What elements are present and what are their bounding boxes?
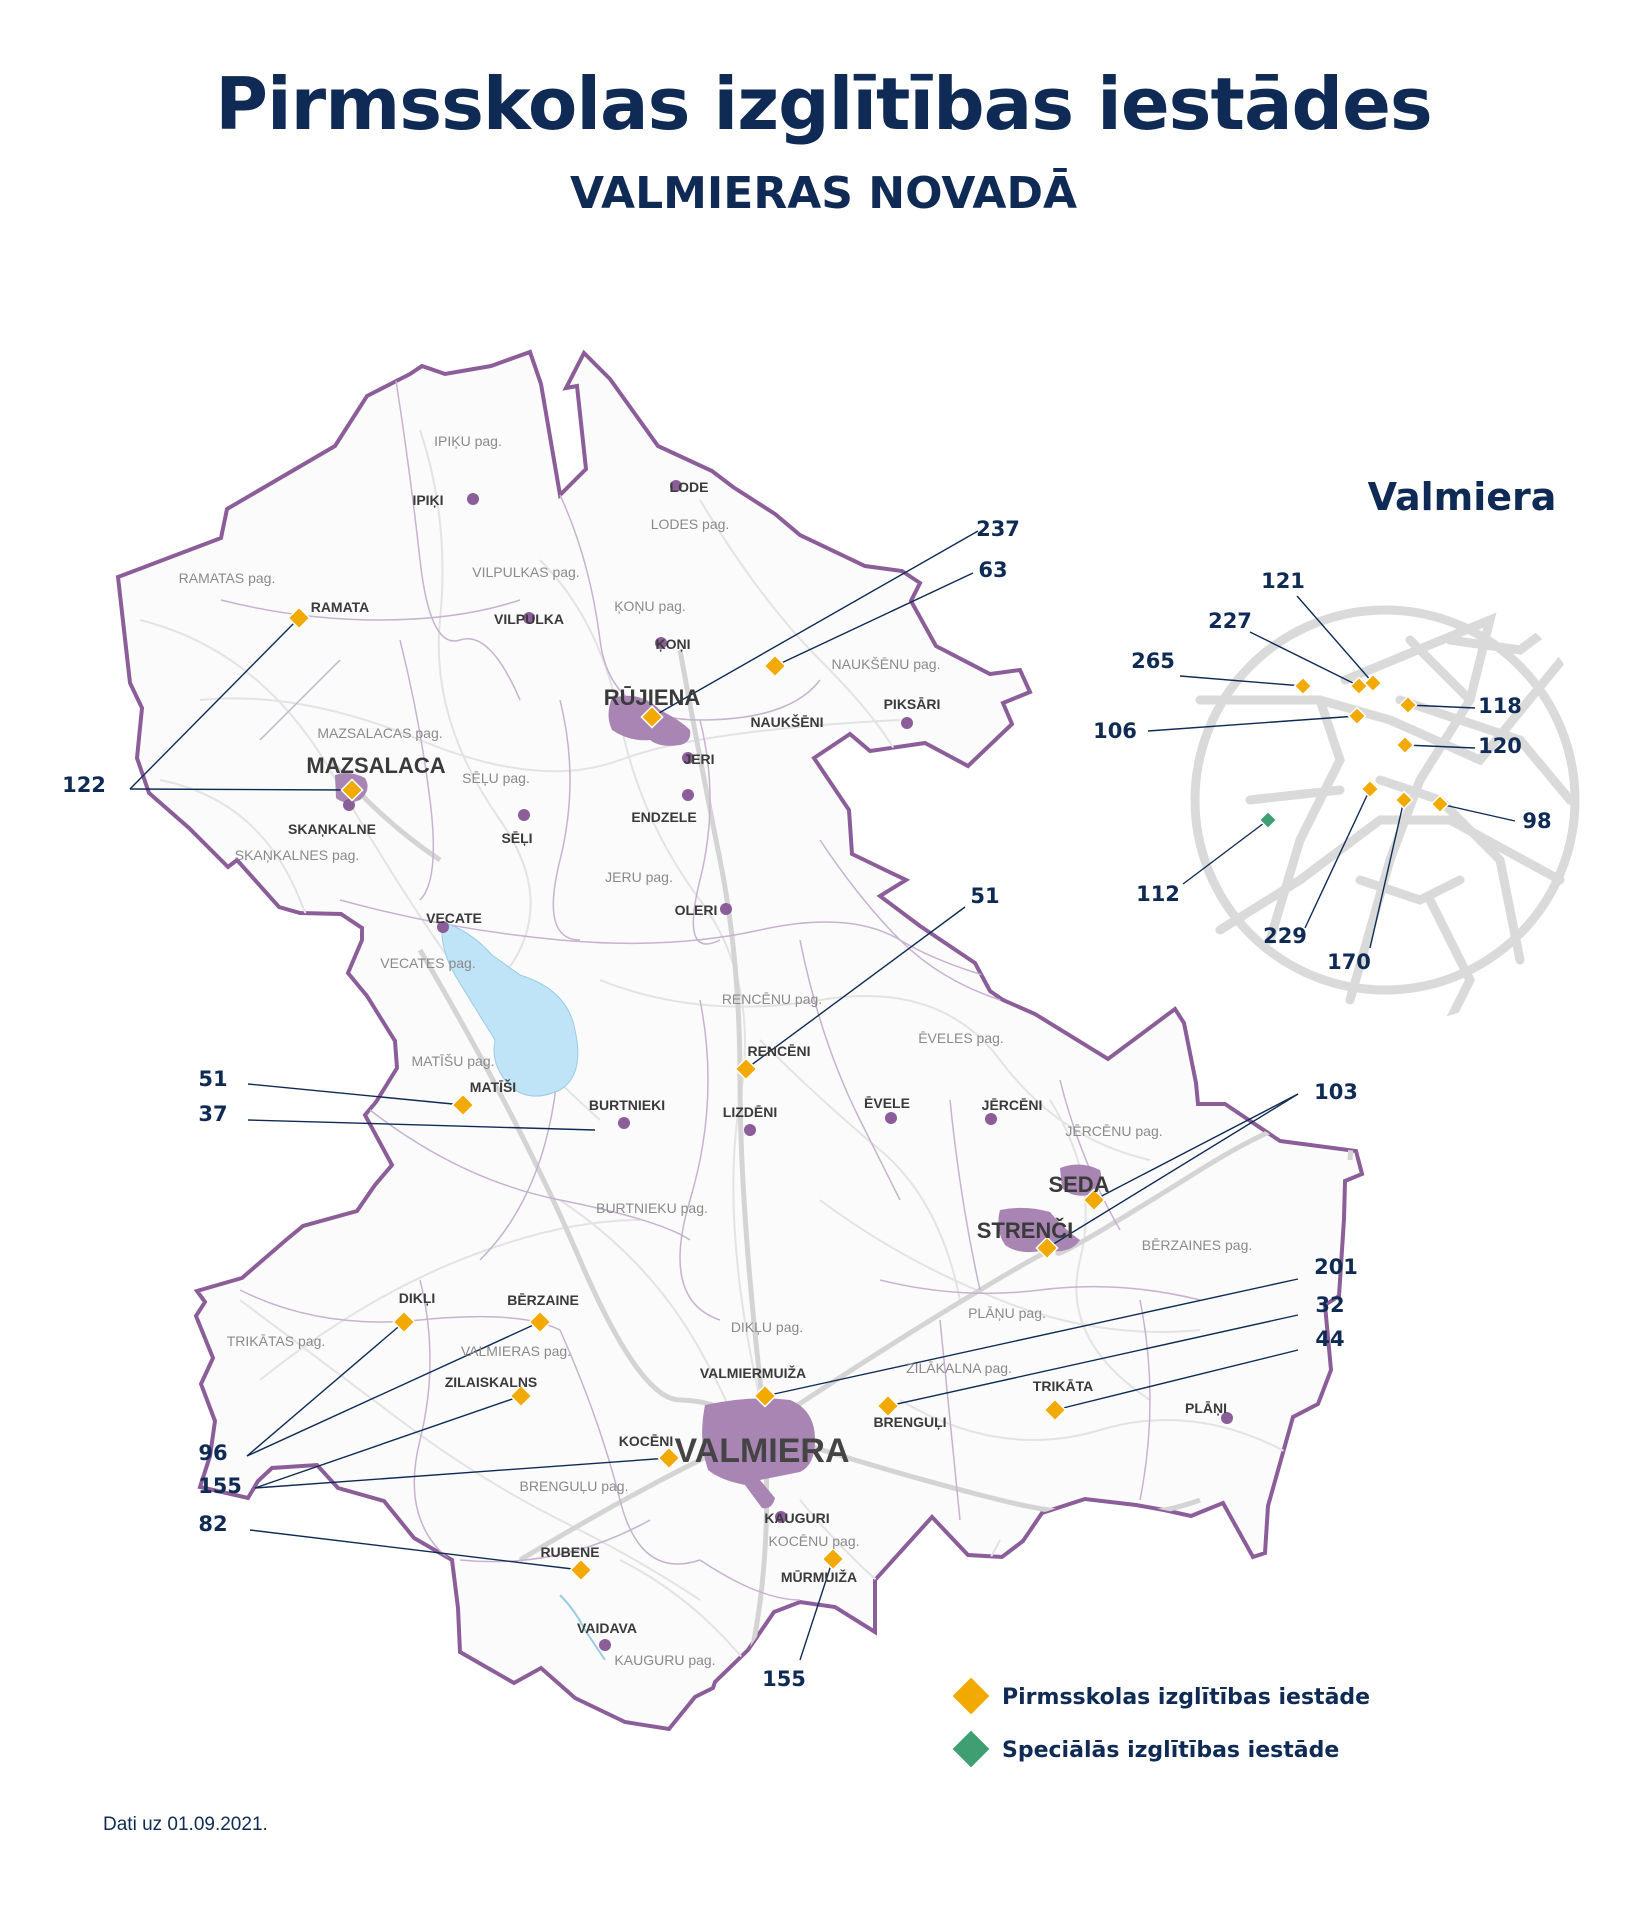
inset-count-label-7: 112 bbox=[1136, 882, 1180, 906]
village-dot-endzele bbox=[682, 789, 694, 801]
parish-label-matisu-pag: MATĪŠU pag. bbox=[411, 1053, 495, 1069]
preschool-label-matisi: MATĪŠI bbox=[469, 1079, 517, 1095]
count-label-3: 51 bbox=[970, 884, 1000, 908]
legend-special-icon bbox=[953, 1731, 990, 1768]
parish-label-ramatas-pag: RAMATAS pag. bbox=[178, 570, 276, 586]
village-dot-jerceni bbox=[985, 1113, 997, 1125]
count-label-9: 44 bbox=[1315, 1327, 1345, 1351]
count-label-12: 82 bbox=[198, 1512, 228, 1536]
parish-label-trikatas-pag: TRIKĀTAS pag. bbox=[226, 1333, 326, 1349]
inset-title: Valmiera bbox=[1367, 475, 1557, 519]
village-label-ipiki: IPIĶI bbox=[412, 492, 444, 508]
inset-count-label-2: 265 bbox=[1131, 649, 1175, 673]
village-dot-seli bbox=[518, 809, 530, 821]
page-title: Pirmsskolas izglītības iestādes bbox=[215, 62, 1432, 146]
parish-label-zilakalna-pag: ZILĀKALNA pag. bbox=[906, 1360, 1012, 1376]
legend bbox=[953, 1678, 1370, 1768]
parish-label-diklu-pag: DIKĻU pag. bbox=[730, 1319, 804, 1335]
city-label-strenci: STRENČI bbox=[976, 1218, 1074, 1243]
parish-label-konu-pag: ĶOŅU pag. bbox=[614, 598, 686, 614]
inset-count-label-4: 106 bbox=[1093, 719, 1137, 743]
page-subtitle: VALMIERAS NOVADĀ bbox=[569, 168, 1078, 219]
legend-preschool-icon bbox=[953, 1678, 990, 1715]
parish-label-vilpulkas-pag: VILPULKAS pag. bbox=[472, 564, 580, 580]
count-label-10: 96 bbox=[198, 1441, 228, 1465]
count-label-7: 201 bbox=[1314, 1255, 1358, 1279]
count-label-4: 51 bbox=[198, 1067, 228, 1091]
parish-label-brengulu-pag: BRENGUĻU pag. bbox=[519, 1478, 629, 1494]
inset-count-label-1: 227 bbox=[1208, 609, 1252, 633]
preschool-label-murmuiza: MŪRMUIŽA bbox=[780, 1569, 858, 1585]
village-dot-piksari bbox=[901, 717, 913, 729]
preschool-label-renceni: RENCĒNI bbox=[747, 1043, 811, 1059]
inset-count-label-0: 121 bbox=[1261, 569, 1305, 593]
parish-label-vecates-pag: VECATES pag. bbox=[380, 955, 476, 971]
village-label-vilpulka: VILPULKA bbox=[494, 611, 564, 627]
preschool-label-rubene: RUBENE bbox=[540, 1544, 600, 1560]
parish-label-berzaines-pag: BĒRZAINES pag. bbox=[1141, 1237, 1253, 1253]
inset-leader-line bbox=[1250, 632, 1359, 686]
parish-label-ipiku-pag: IPIĶU pag. bbox=[434, 433, 502, 449]
preschool-label-naukseni: NAUKŠĒNI bbox=[750, 714, 824, 730]
parish-label-eveles-pag: ĒVELES pag. bbox=[918, 1030, 1004, 1046]
village-label-piksari: PIKSĀRI bbox=[883, 696, 941, 712]
count-label-1: 63 bbox=[978, 558, 1008, 582]
parish-label-planu-pag: PLĀŅU pag. bbox=[968, 1305, 1046, 1321]
village-dot-evele bbox=[885, 1112, 897, 1124]
village-label-koni: ĶOŅI bbox=[655, 636, 691, 652]
inset-count-label-5: 120 bbox=[1478, 734, 1522, 758]
preschool-label-koceni: KOCĒNI bbox=[618, 1433, 674, 1449]
preschool-label-dikli: DIKĻI bbox=[398, 1290, 436, 1306]
parish-label-lodes-pag: LODES pag. bbox=[650, 516, 730, 532]
inset-count-label-8: 229 bbox=[1263, 924, 1307, 948]
inset-count-label-6: 98 bbox=[1522, 809, 1552, 833]
legend-special-label: Speciālās izglītības iestāde bbox=[1002, 1738, 1340, 1763]
village-label-burtnieki: BURTNIEKI bbox=[588, 1097, 666, 1113]
village-dot-vaidava bbox=[599, 1639, 611, 1651]
preschool-icon-inset-8 bbox=[1362, 781, 1379, 798]
village-dot-burtnieki bbox=[618, 1117, 630, 1129]
count-label-13: 155 bbox=[762, 1667, 806, 1691]
preschool-label-zilaiskalns: ZILAISKALNS bbox=[444, 1374, 538, 1390]
village-label-lode: LODE bbox=[669, 479, 709, 495]
parish-label-selu-pag: SĒĻU pag. bbox=[462, 770, 530, 786]
village-dot-oleri bbox=[720, 903, 732, 915]
village-label-endzele: ENDZELE bbox=[631, 809, 697, 825]
city-label-seda: SEDA bbox=[1048, 1172, 1110, 1197]
preschool-label-trikata: TRIKĀTA bbox=[1032, 1378, 1094, 1394]
village-label-seli: SĒĻI bbox=[501, 830, 533, 846]
village-label-oleri: OLERI bbox=[674, 902, 718, 918]
count-label-8: 32 bbox=[1315, 1293, 1345, 1317]
preschool-label-brenguli: BRENGUĻI bbox=[873, 1414, 947, 1430]
parish-label-nauksenu-pag: NAUKŠĒNU pag. bbox=[831, 656, 941, 672]
village-label-jeri: JERI bbox=[683, 751, 715, 767]
village-label-vaidava: VAIDAVA bbox=[577, 1620, 637, 1636]
legend-preschool-label: Pirmsskolas izglītības iestāde bbox=[1002, 1685, 1371, 1710]
parish-label-valmieras-pag: VALMIERAS pag. bbox=[460, 1343, 572, 1359]
village-label-skankalne: SKAŅKALNE bbox=[288, 821, 376, 837]
village-label-kauguri: KAUGURI bbox=[764, 1510, 830, 1526]
village-dot-skankalne bbox=[343, 799, 355, 811]
village-label-jerceni: JĒRCĒNI bbox=[981, 1097, 1043, 1113]
village-label-vecate: VECATE bbox=[426, 910, 482, 926]
village-dot-lizdeni bbox=[744, 1124, 756, 1136]
village-label-evele: ĒVELE bbox=[864, 1095, 910, 1111]
parish-label-burtnieku-pag: BURTNIEKU pag. bbox=[596, 1200, 708, 1216]
inset-roads bbox=[1195, 610, 1575, 1040]
village-label-plani: PLĀŅI bbox=[1185, 1400, 1227, 1416]
inset-count-label-9: 170 bbox=[1327, 950, 1371, 974]
preschool-icon-inset-5 bbox=[1397, 737, 1414, 754]
count-label-6: 103 bbox=[1314, 1080, 1358, 1104]
count-label-2: 122 bbox=[62, 773, 106, 797]
preschool-label-berzaine: BĒRZAINE bbox=[507, 1292, 579, 1308]
parish-label-kauguru-pag: KAUGURU pag. bbox=[614, 1652, 716, 1668]
count-label-0: 237 bbox=[976, 517, 1020, 541]
data-date-footnote: Dati uz 01.09.2021. bbox=[103, 1814, 268, 1835]
city-label-rujiena: RŪJIENA bbox=[603, 685, 701, 710]
count-label-5: 37 bbox=[198, 1102, 228, 1126]
special-icon-inset-7 bbox=[1260, 812, 1277, 829]
parish-label-mazsalacas-pag: MAZSALACAS pag. bbox=[317, 725, 443, 741]
preschool-label-valmiermuiza: VALMIERMUIŽA bbox=[699, 1365, 807, 1381]
preschool-icon-inset-2 bbox=[1295, 678, 1312, 695]
parish-label-rencenu-pag: RENCĒNU pag. bbox=[721, 991, 823, 1007]
parish-label-jercenu-pag: JĒRCĒNU pag. bbox=[1065, 1123, 1163, 1139]
city-label-mazsalaca: MAZSALACA bbox=[306, 753, 446, 778]
parish-label-jeru-pag: JERU pag. bbox=[605, 869, 673, 885]
preschool-label-ramata: RAMATA bbox=[310, 599, 370, 615]
city-label-valmiera: VALMIERA bbox=[674, 1432, 850, 1470]
parish-label-kocenu-pag: KOCĒNU pag. bbox=[768, 1533, 860, 1549]
count-label-11: 155 bbox=[198, 1474, 242, 1498]
inset-count-label-3: 118 bbox=[1478, 694, 1522, 718]
village-dot-ipiki bbox=[467, 493, 479, 505]
leader-line bbox=[130, 789, 352, 790]
parish-label-skankalnes-pag: SKAŅKALNES pag. bbox=[234, 847, 360, 863]
village-label-lizdeni: LIZDĒNI bbox=[722, 1104, 778, 1120]
